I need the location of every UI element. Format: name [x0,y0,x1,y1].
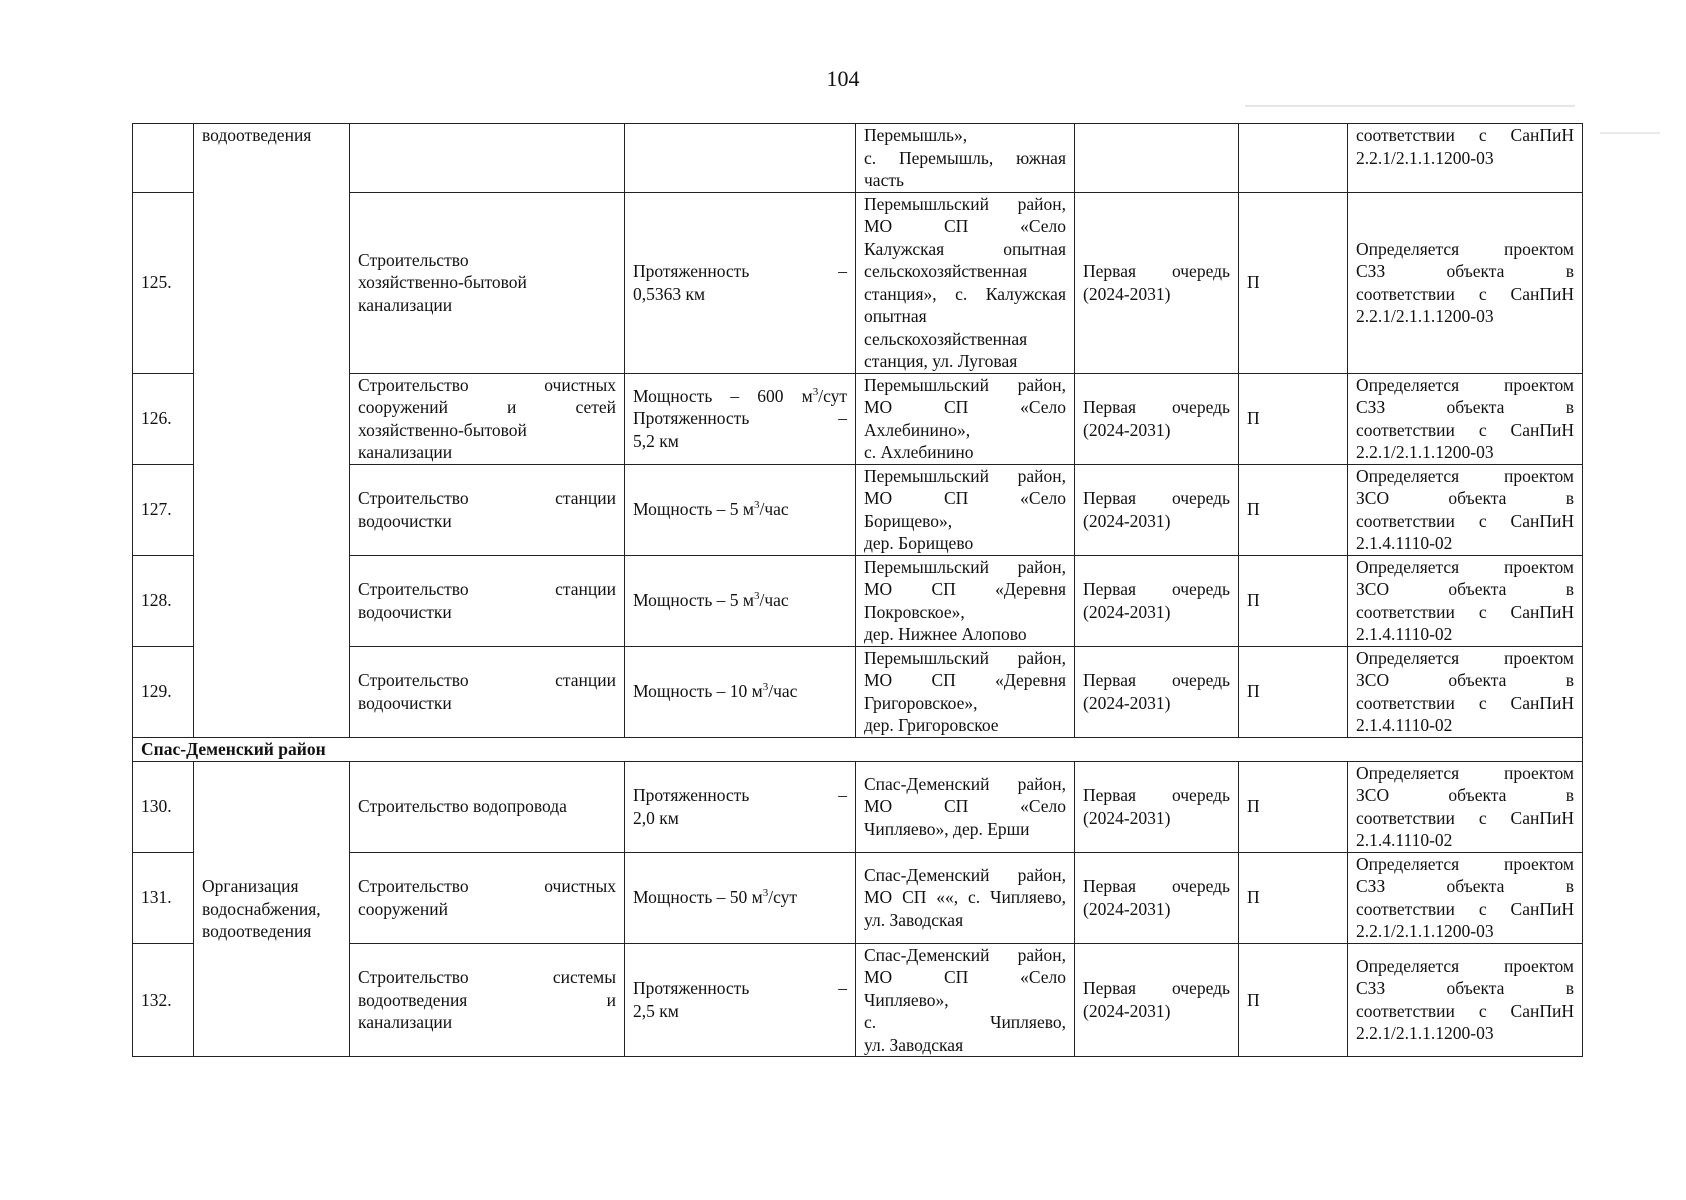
note-line: соответствии с СанПиН [1356,1000,1574,1021]
stage-cell [1075,555,1239,646]
location-line: Чипляево», дер. Ерши [864,818,1030,839]
note-line: ЗСО объекта в [1356,670,1574,690]
location-cell [856,192,1075,373]
table-body-perem [133,124,1583,762]
task-line: водоснабжения, [202,898,321,919]
stage-line: Первая очередь [1083,261,1230,281]
location-line: Покровское», [864,601,965,622]
location-line: Григоровское», [864,692,978,713]
projects-table [132,123,1583,1057]
section-row [133,737,1583,761]
note-line: 2.2.1/2.1.1.1200-03 [1356,147,1494,168]
row-number-cell: 127. [133,464,194,555]
action-line: Строительство станции [358,670,616,690]
parameter-line: Мощность – 5 $м^3$/час [633,499,789,520]
parameter-cell [625,646,856,737]
note-cell [1348,464,1583,555]
action-line: Строительство очистных [358,374,616,395]
location-cell [856,761,1075,852]
location-line: Перемышльский район, [864,465,1066,486]
note-line: 2.1.4.1110-02 [1356,715,1453,735]
task-line: водоотведения [202,125,312,145]
stage-cell [1075,464,1239,555]
parameter-cell [625,761,856,852]
action-line: сооружений [358,898,449,919]
stage-line: (2024-2031) [1083,807,1171,828]
location-line: ул. Заводская [864,909,964,930]
status-cell: П [1239,761,1348,852]
parameter-line: Протяженность – [633,978,847,999]
status-cell: П [1239,192,1348,373]
status-cell: П [1239,852,1348,943]
parameter-line: Мощность – 5 $м^3$/час [633,590,789,611]
note-line: Определяется проектом [1356,955,1574,976]
action-line: водоочистки [358,601,452,622]
parameter-line: Протяженность – [633,408,847,429]
status-cell: П [1239,373,1348,464]
location-line: Спас-Деменский район, [864,773,1066,794]
location-cell [856,464,1075,555]
stage-line: Первая очередь [1083,488,1230,508]
note-cell [1348,555,1583,646]
action-cell [350,464,625,555]
action-cell [350,761,625,852]
stage-cell [1075,943,1239,1057]
location-cell [856,852,1075,943]
action-cell [350,646,625,737]
note-cell [1348,192,1583,373]
action-line: хозяйственно-бытовой [358,419,527,440]
location-line: с. Чипляево, [864,1012,1066,1032]
note-line: 2.1.4.1110-02 [1356,624,1453,644]
location-line: дер. Григоровское [864,715,999,735]
note-cell [1348,761,1583,852]
location-line: МО СП «Село [864,967,1066,987]
stage-cell [1075,646,1239,737]
stage-cell [1075,373,1239,464]
note-line: соответствии с СанПиН [1356,692,1574,713]
row-number-cell: 132. [133,943,194,1057]
note-line: Определяется проектом [1356,647,1574,668]
action-cell [350,555,625,646]
row-number-cell: 129. [133,646,194,737]
action-cell [350,373,625,464]
note-cell [1348,852,1583,943]
table-row [133,555,1583,646]
note-line: СЗЗ объекта в [1356,261,1574,281]
location-line: Перемышль», [864,125,968,145]
table-row [133,464,1583,555]
parameter-line: 2,0 км [633,807,679,828]
note-line: соответствии с СанПиН [1356,898,1574,919]
stage-line: (2024-2031) [1083,510,1171,531]
stage-line: (2024-2031) [1083,419,1171,440]
task-line: Организация [202,876,299,896]
note-line: Определяется проектом [1356,853,1574,874]
parameter-line: 5,2 км [633,430,679,451]
location-line: Чипляево», [864,989,949,1010]
location-line: МО СП ««, с. Чипляево, [864,887,1066,908]
location-line: МО СП «Деревня [864,670,1066,690]
table-row [133,761,1583,852]
stage-line: (2024-2031) [1083,692,1171,713]
location-line: Перемышльский район, [864,647,1066,668]
note-line: соответствии с СанПиН [1356,125,1574,145]
table-row [133,646,1583,737]
location-line: сельскохозяйственная [864,261,1028,281]
stage-cell [1075,761,1239,852]
location-line: с. Ахлебинино [864,442,974,462]
location-line: дер. Борищево [864,533,974,553]
status-cell: П [1239,464,1348,555]
action-line: канализации [358,294,453,315]
scan-noise [1600,132,1660,134]
row-number-cell: 128. [133,555,194,646]
stage-cell [1075,124,1239,193]
location-line: ул. Заводская [864,1034,964,1055]
location-cell [856,373,1075,464]
stage-line: Первая очередь [1083,978,1230,999]
location-line: МО СП «Село [864,796,1066,817]
action-line: Строительство системы [358,967,616,987]
parameter-line: Протяженность – [633,785,847,805]
action-line: хозяйственно-бытовой [358,272,527,293]
location-line: МО СП «Село [864,397,1066,417]
note-line: Определяется проектом [1356,762,1574,783]
task-cell [194,761,350,1057]
note-line: соответствии с СанПиН [1356,807,1574,828]
table-body-spas [133,761,1583,1057]
action-line: Строительство станции [358,579,616,599]
row-number-cell: 131. [133,852,194,943]
parameter-cell [625,124,856,193]
note-cell [1348,646,1583,737]
stage-line: Первая очередь [1083,579,1230,599]
row-number-cell [133,124,194,193]
table-row [133,943,1583,1057]
action-line: сооружений и сетей [358,397,616,417]
location-line: МО СП «Село [864,216,1066,236]
note-line: Определяется проектом [1356,374,1574,395]
action-line: водоотведения и [358,989,616,1010]
action-line: канализации [358,442,453,462]
note-line: ЗСО объекта в [1356,488,1574,508]
scan-noise [1245,105,1575,107]
location-line: МО СП «Село [864,488,1066,508]
task-cell [194,124,350,738]
location-cell [856,646,1075,737]
note-line: 2.2.1/2.1.1.1200-03 [1356,442,1494,462]
location-cell [856,124,1075,193]
note-cell [1348,124,1583,193]
task-line: водоотведения [202,921,312,941]
stage-line: Первая очередь [1083,397,1230,417]
action-line: Строительство водопровода [358,796,567,817]
note-cell [1348,373,1583,464]
parameter-cell [625,464,856,555]
note-line: соответствии с СанПиН [1356,510,1574,531]
action-line: Строительство станции [358,488,616,508]
location-cell [856,555,1075,646]
stage-line: (2024-2031) [1083,601,1171,622]
row-number-cell: 125. [133,192,194,373]
action-line: водоочистки [358,692,452,713]
stage-line: (2024-2031) [1083,1000,1171,1021]
location-line: Борищево», [864,510,953,531]
action-line: Строительство очистных [358,876,616,896]
note-line: ЗСО объекта в [1356,579,1574,599]
note-line: СЗЗ объекта в [1356,876,1574,896]
action-line: канализации [358,1012,453,1032]
stage-cell [1075,852,1239,943]
location-line: Спас-Деменский район, [864,864,1066,885]
parameter-cell [625,943,856,1057]
table-row [133,124,1583,193]
note-line: Определяется проектом [1356,238,1574,259]
location-line: сельскохозяйственная [864,328,1028,349]
parameter-cell [625,555,856,646]
note-line: Определяется проектом [1356,556,1574,577]
location-line: Калужская опытная [864,238,1066,259]
action-line: Строительство [358,249,469,270]
status-cell: П [1239,555,1348,646]
status-cell: П [1239,943,1348,1057]
row-number-cell: 130. [133,761,194,852]
parameter-cell [625,192,856,373]
location-line: Перемышльский район, [864,374,1066,395]
note-line: 2.1.4.1110-02 [1356,533,1453,553]
section-title: Спас-Деменский район [133,737,1583,761]
page-number: 104 [826,66,860,91]
status-cell: П [1239,646,1348,737]
location-line: Спас-Деменский район, [864,944,1066,965]
note-line: Определяется проектом [1356,465,1574,486]
location-line: станция, ул. Луговая [864,351,1018,371]
row-number-cell: 126. [133,373,194,464]
stage-line: (2024-2031) [1083,898,1171,919]
stage-line: Первая очередь [1083,785,1230,805]
note-cell [1348,943,1583,1057]
table-row [133,192,1583,373]
location-line: Ахлебинино», [864,419,971,440]
action-line: водоочистки [358,510,452,531]
note-line: 2.2.1/2.1.1.1200-03 [1356,306,1494,326]
stage-line: (2024-2031) [1083,283,1171,304]
parameter-cell [625,373,856,464]
note-line: СЗЗ объекта в [1356,397,1574,417]
action-cell [350,192,625,373]
parameter-line: 2,5 км [633,1000,679,1021]
parameter-line: Мощность – 10 $м^3$/час [633,681,798,702]
stage-cell [1075,192,1239,373]
stage-line: Первая очередь [1083,876,1230,896]
note-line: 2.2.1/2.1.1.1200-03 [1356,921,1494,941]
note-line: соответствии с СанПиН [1356,419,1574,440]
parameter-line: Мощность – 600 $м^3$/сут [633,385,847,406]
note-line: соответствии с СанПиН [1356,601,1574,622]
note-line: 2.2.1/2.1.1.1200-03 [1356,1023,1494,1044]
parameter-line: Мощность – 50 $м^3$/сут [633,887,798,908]
location-line: Перемышльский район, [864,556,1066,577]
location-line: с. Перемышль, южная [864,147,1066,168]
location-cell [856,943,1075,1057]
table-row [133,373,1583,464]
parameter-cell [625,852,856,943]
location-line: Перемышльский район, [864,193,1066,214]
location-line: часть [864,170,904,190]
action-cell [350,124,625,193]
note-line: 2.1.4.1110-02 [1356,830,1453,850]
note-line: ЗСО объекта в [1356,785,1574,805]
location-line: дер. Нижнее Алопово [864,624,1027,644]
note-line: соответствии с СанПиН [1356,283,1574,304]
note-line: СЗЗ объекта в [1356,978,1574,999]
location-line: опытная [864,306,927,326]
location-line: МО СП «Деревня [864,579,1066,599]
stage-line: Первая очередь [1083,670,1230,690]
action-cell [350,943,625,1057]
action-cell [350,852,625,943]
status-cell [1239,124,1348,193]
location-line: станция», с. Калужская [864,283,1066,304]
parameter-line: Протяженность – [633,261,847,281]
parameter-line: 0,5363 км [633,283,706,304]
table-row [133,852,1583,943]
